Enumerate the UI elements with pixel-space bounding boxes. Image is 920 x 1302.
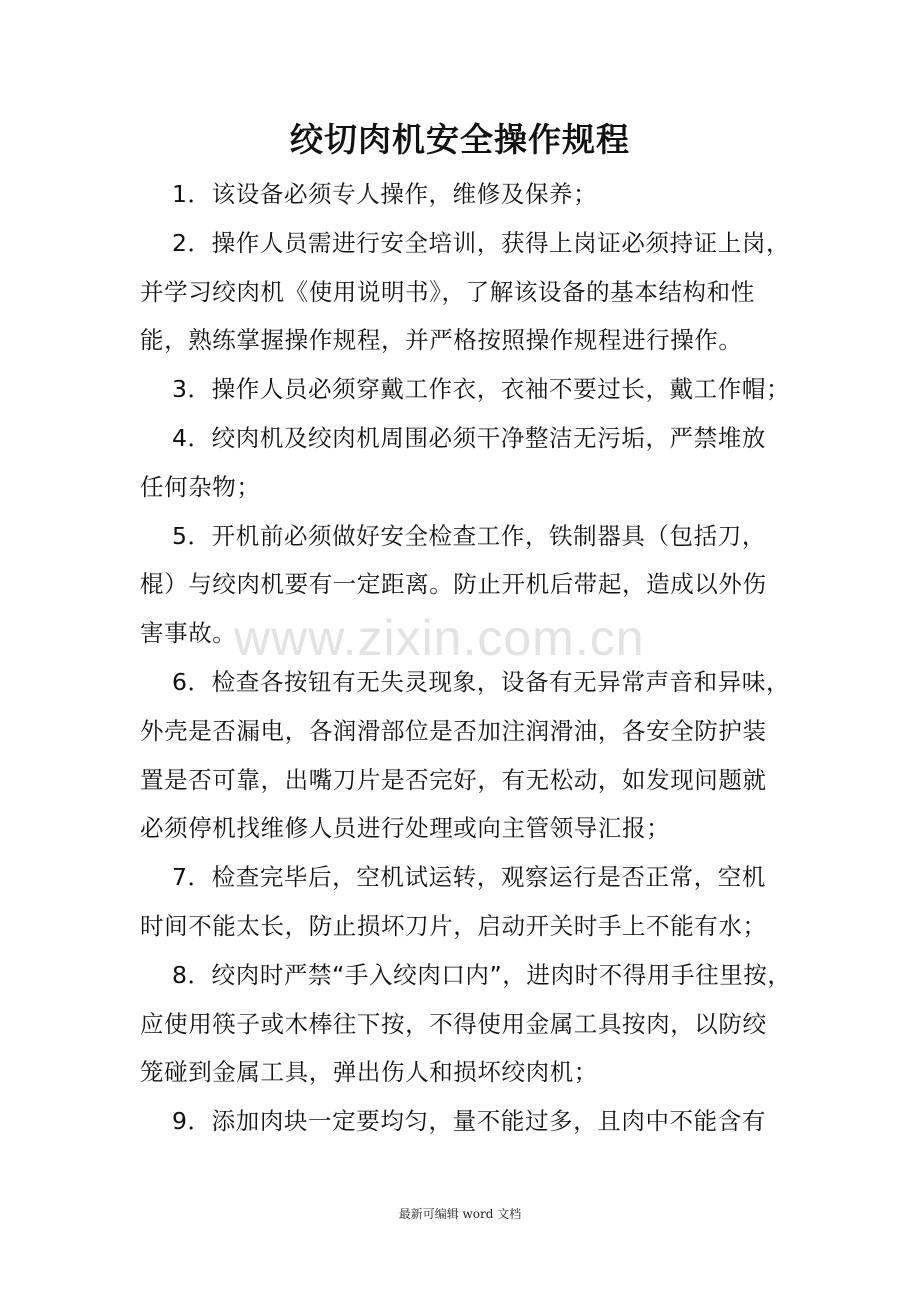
rule-7-line-1: 7．检查完毕后，空机试运转，观察运行是否正常，空机 — [172, 863, 766, 892]
rule-8-line-2: 应使用筷子或木棒往下按，不得使用金属工具按肉，以防绞 — [140, 1009, 767, 1038]
rule-2-line-3: 能，熟练掌握操作规程，并严格按照操作规程进行操作。 — [140, 326, 743, 355]
rule-6-line-1: 6．检查各按钮有无失灵现象，设备有无异常声音和异味， — [172, 667, 791, 696]
rule-1-line: 1．该设备必须专人操作，维修及保养； — [172, 180, 598, 208]
rule-2-line-2: 并学习绞肉机《使用说明书》，了解该设备的基本结构和性 — [140, 277, 755, 306]
rule-4-line-2: 任何杂物； — [140, 472, 261, 501]
rule-2-line-1: 2．操作人员需进行安全培训，获得上岗证必须持证上岗， — [172, 228, 791, 257]
rule-5-line-3: 害事故。 — [140, 619, 237, 648]
rule-6-line-2: 外壳是否漏电，各润滑部位是否加注润滑油，各安全防护装 — [140, 716, 767, 745]
rule-3-line: 3．操作人员必须穿戴工作衣，衣袖不要过长，戴工作帽； — [172, 375, 791, 404]
rule-6-line-3: 置是否可靠，出嘴刀片是否完好，有无松动，如发现问题就 — [140, 765, 767, 794]
rule-5-line-1: 5．开机前必须做好安全检查工作，铁制器具（包括刀， — [172, 521, 766, 550]
rule-9-line-1: 9．添加肉块一定要均匀，量不能过多，且肉中不能含有 — [172, 1107, 766, 1136]
rule-7-line-2: 时间不能太长，防止损坏刀片，启动开关时手上不能有水； — [140, 911, 767, 940]
document-title: 绞切肉机安全操作规程 — [290, 120, 630, 159]
rule-4-line-1: 4．绞肉机及绞肉机周围必须干净整洁无污垢，严禁堆放 — [172, 423, 766, 452]
rule-6-line-4: 必须停机找维修人员进行处理或向主管领导汇报； — [140, 814, 671, 843]
rule-8-line-1: 8．绞肉时严禁“手入绞肉口内”，进肉时不得用手往里按， — [172, 960, 792, 989]
rule-8-line-3: 笼碰到金属工具，弹出伤人和损坏绞肉机； — [140, 1058, 598, 1087]
rule-5-line-2: 棍）与绞肉机要有一定距离。防止开机后带起，造成以外伤 — [140, 570, 767, 599]
page-footer: 最新可编辑 word 文档 — [398, 1207, 522, 1221]
watermark: www.zixin.com.cn — [234, 610, 645, 666]
